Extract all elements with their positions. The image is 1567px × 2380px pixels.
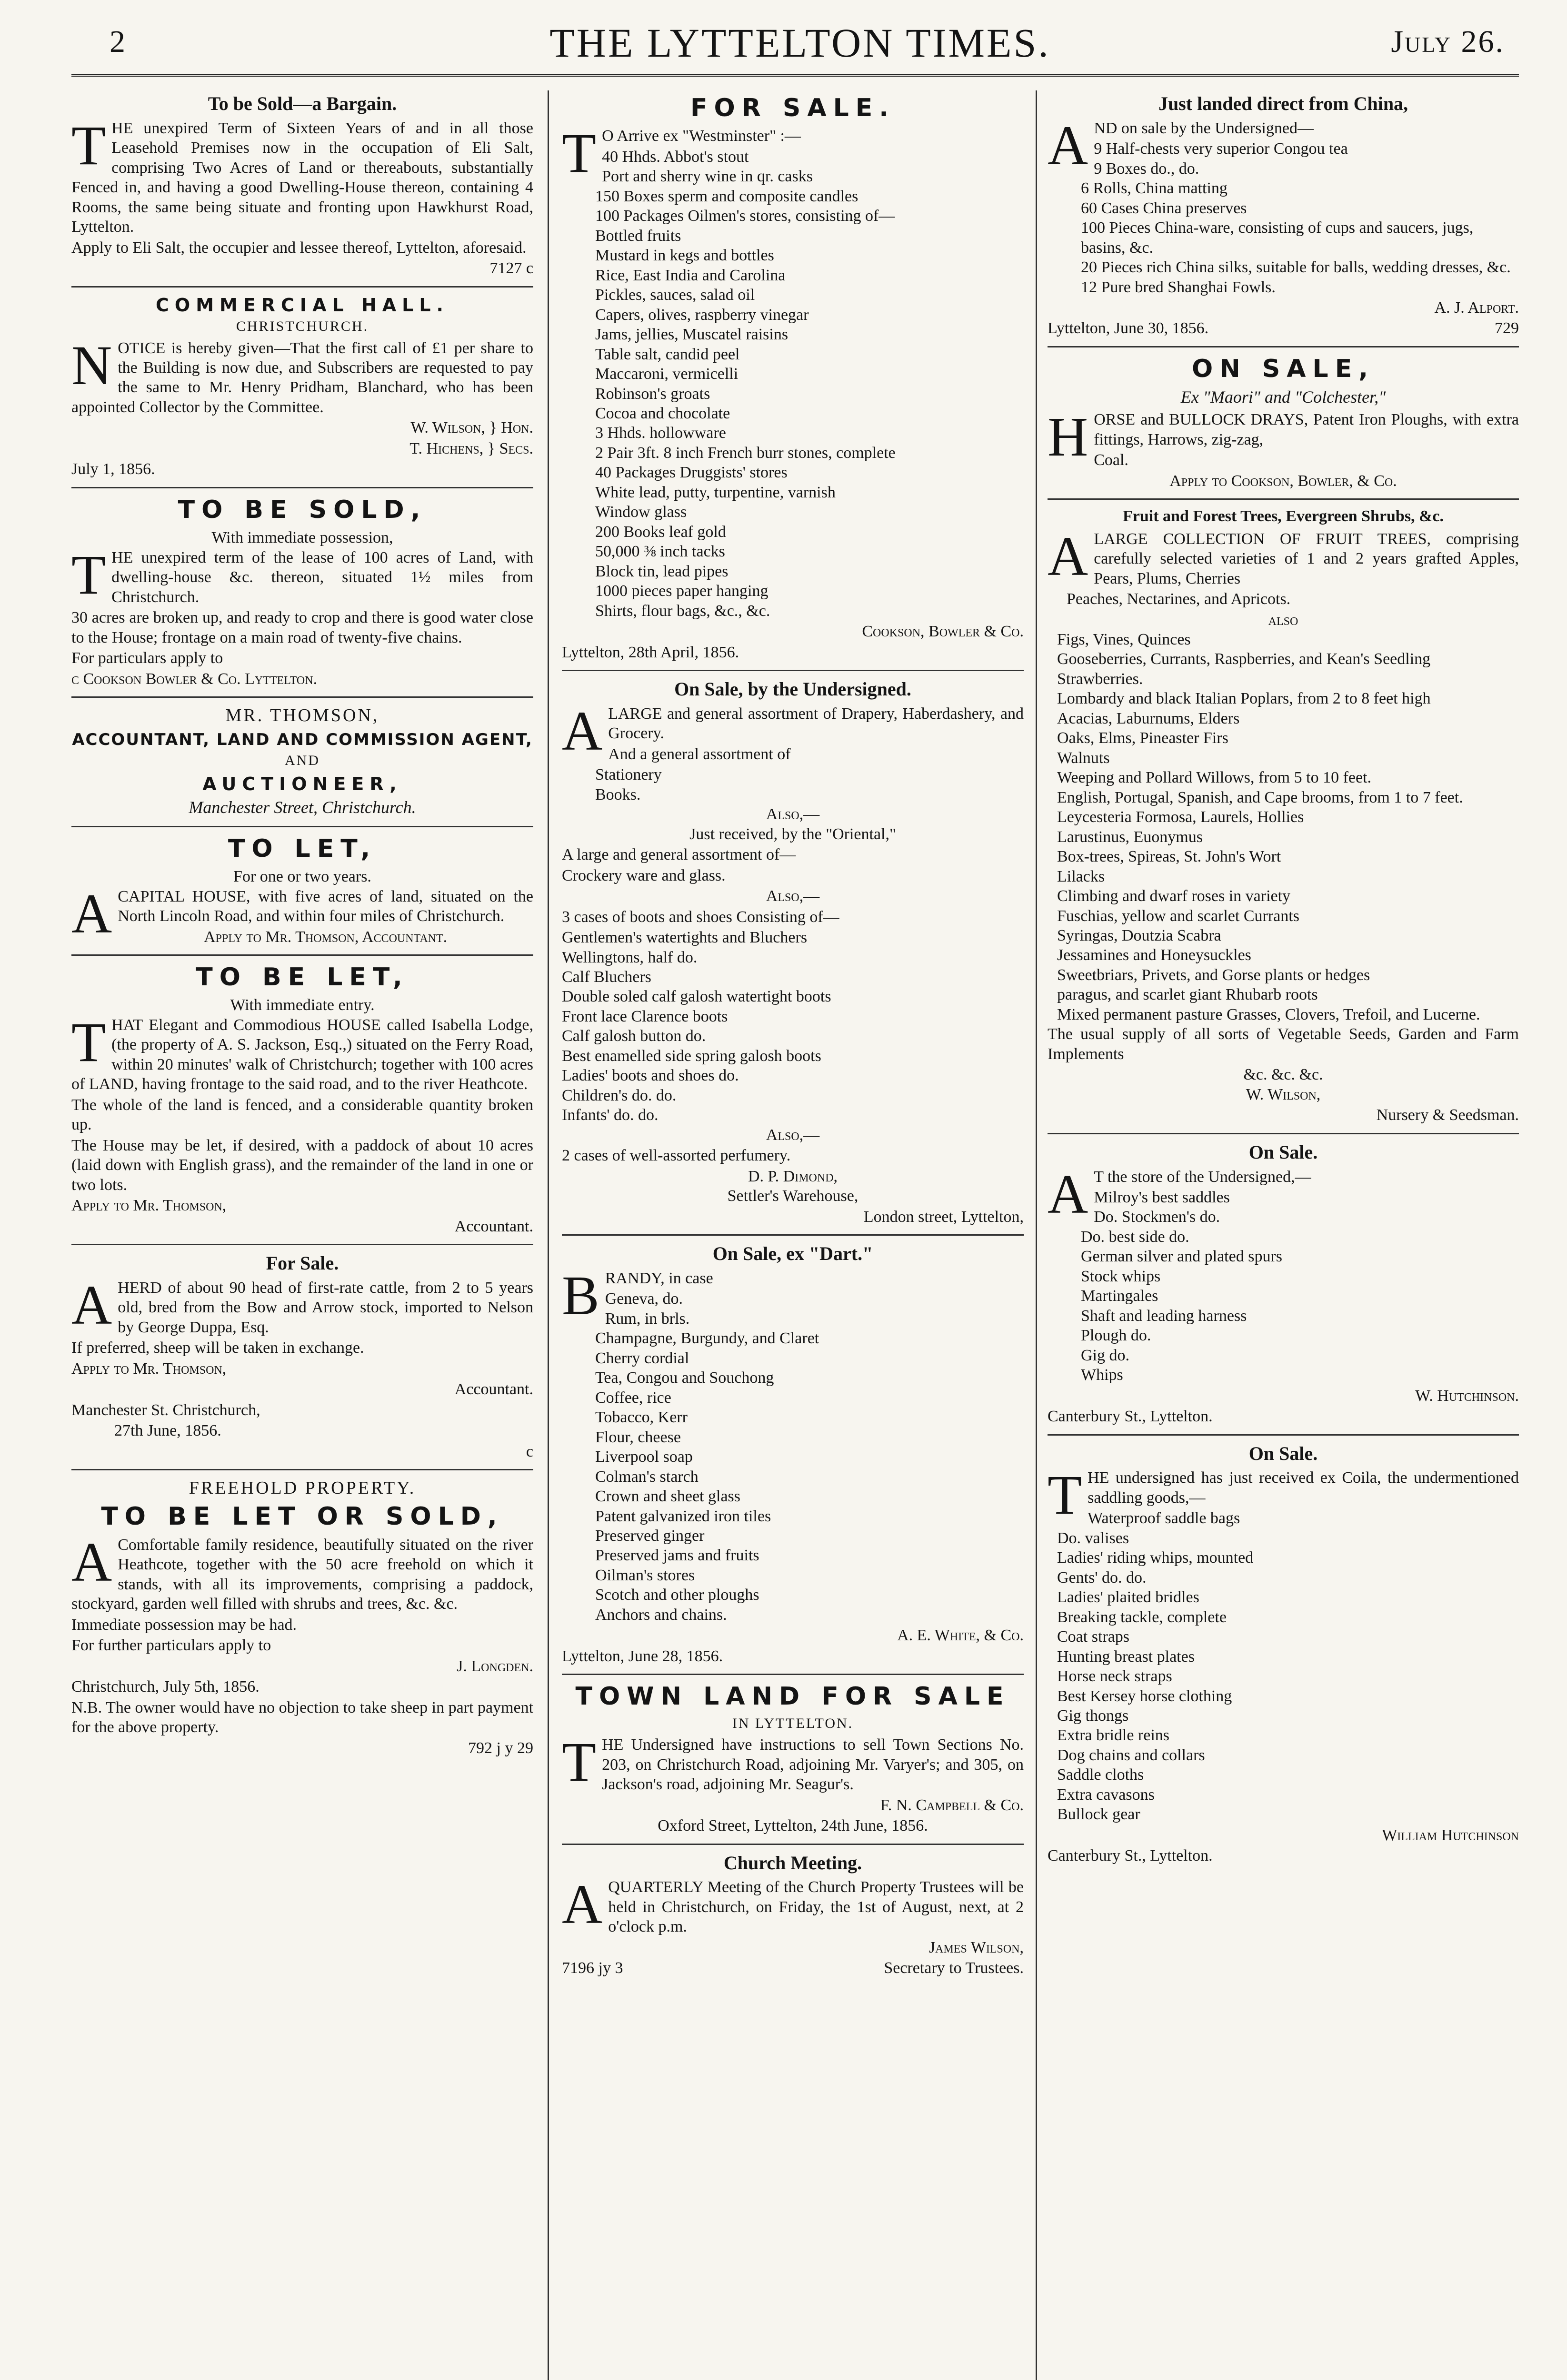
signature: Accountant. — [454, 1217, 533, 1235]
list-item: Coat straps — [1057, 1628, 1130, 1646]
separator — [1048, 498, 1519, 500]
ad-kicker: FREEHOLD PROPERTY. — [189, 1478, 416, 1498]
ad-heading: For Sale. — [266, 1252, 339, 1274]
list-item: Double soled calf galosh watertight boots — [562, 988, 831, 1006]
goods-list — [1048, 630, 1519, 1024]
signature: Cookson, Bowler & Co. — [862, 623, 1024, 641]
goods-list — [1048, 1188, 1519, 1385]
list-item: Do. Stockmen's do. — [1094, 1208, 1220, 1226]
ad-heading: TO BE LET OR SOLD, — [101, 1502, 504, 1531]
list-item: Books. — [595, 785, 641, 803]
separator — [1048, 1434, 1519, 1436]
drop-cap: A — [1048, 525, 1088, 587]
list-item: Flour, cheese — [595, 1428, 681, 1446]
ad-apply: Apply to Mr. Thomson, — [71, 1359, 227, 1378]
list-item: paragus, and scarlet giant Rhubarb roots — [1057, 986, 1318, 1004]
list-item: Gooseberries, Currants, Raspberries, and Kean's Seedling Strawberries. — [1057, 650, 1431, 688]
list-item: English, Portugal, Spanish, and Cape brooms, from 1 to 7 feet. — [1057, 788, 1463, 806]
goods-list — [562, 928, 1024, 1125]
list-item: 50,000 ⅜ inch tacks — [595, 543, 725, 561]
drop-cap: N — [71, 334, 112, 397]
drop-cap: A — [71, 1530, 112, 1593]
also-label: Also,— — [766, 887, 820, 905]
ad-heading: AUCTIONEER, — [202, 774, 402, 795]
list-item: Whips — [1081, 1366, 1123, 1384]
goods-list — [562, 765, 1024, 804]
list-item: Window glass — [595, 503, 687, 521]
ad-freehold — [71, 1477, 533, 1758]
list-item: Shirts, flour bags, &c., &c. — [595, 602, 770, 620]
list-item: 40 Hhds. Abbot's stout — [602, 148, 749, 166]
ad-heading: TO LET, — [228, 834, 377, 863]
signature: D. P. Dimond, — [748, 1167, 838, 1185]
list-item: Ladies' riding whips, mounted — [1057, 1549, 1254, 1567]
signature: A. E. White, & Co. — [897, 1626, 1024, 1645]
list-item: 60 Cases China preserves — [1081, 199, 1247, 217]
ad-body: THE Undersigned have instructions to sell Town Sections No. 203, on Christchurch Road, adjoining Mr. Varyer's; and 305, on Jackson's road, adjoining Mr. Seagur's. — [562, 1731, 1024, 1794]
ad-body: 3 cases of boots and shoes Consisting of— — [562, 908, 839, 926]
ad-address: Manchester St. Christchurch, — [71, 1401, 260, 1419]
ad-apply: Apply to Mr. Thomson, — [71, 1197, 227, 1215]
ad-name: MR. THOMSON, — [225, 705, 379, 725]
list-item: 40 Packages Druggists' stores — [595, 464, 788, 482]
drop-cap: T — [71, 114, 106, 177]
list-item: Stationery — [595, 766, 662, 784]
drop-cap: A — [71, 1273, 112, 1336]
ad-commercial-hall — [71, 294, 533, 479]
ad-body: Peaches, Nectarines, and Apricots. — [1067, 590, 1291, 608]
ad-body: And a general assortment of — [608, 745, 791, 763]
signature: A. J. Alport. — [1434, 299, 1519, 317]
goods-list — [562, 1289, 1024, 1625]
masthead-rule — [71, 74, 1519, 77]
signature: James Wilson, — [928, 1938, 1024, 1956]
drop-cap: A — [71, 882, 112, 945]
signature: Secretary to Trustees. — [884, 1959, 1024, 1977]
ad-mr-thomson — [71, 704, 533, 818]
list-item: Front lace Clarence boots — [562, 1007, 728, 1025]
ad-body: 30 acres are broken up, and ready to crop and there is good water close to the House; frontage on a main road of twenty-five chains. — [71, 609, 533, 646]
ad-body: NOTICE is hereby given—That the first call of £1 per share to the Building is now due, and Subscribers are requested to pay the same to Mr. Henry Pridham, Blanchard, who has been appointed Collector by the Committee. — [71, 334, 533, 416]
ad-to-be-let — [71, 962, 533, 1236]
ad-body: THE unexpired Term of Sixteen Years of and in all those Leasehold Premises now in the occupation of Eli Salt, comprising Two Acres of Land or thereabouts, substantially Fenced in, and having a good Dwelling-House thereon, containing 4 Rooms, the same being situate and fronting upon Hawkhurst Road, Lyttelton. — [71, 114, 533, 236]
list-item: Crown and sheet glass — [595, 1488, 741, 1506]
separator — [562, 1844, 1024, 1845]
list-item: Preserved jams and fruits — [595, 1547, 759, 1565]
drop-cap: T — [562, 1731, 597, 1794]
ad-heading: On Sale. — [1248, 1442, 1318, 1464]
list-item: Jessamines and Honeysuckles — [1057, 946, 1251, 964]
ad-heading: TO BE SOLD, — [178, 495, 427, 524]
list-item: Bullock gear — [1057, 1805, 1140, 1824]
ad-for-sale-westminster — [562, 93, 1024, 662]
signature: W. Hutchinson. — [1415, 1387, 1519, 1405]
ad-to-be-sold — [71, 495, 533, 689]
list-item: Do. valises — [1057, 1529, 1129, 1547]
issue-date: July 26. — [1391, 24, 1505, 59]
ad-heading: Just landed direct from China, — [1158, 93, 1408, 114]
list-item: Gig do. — [1081, 1346, 1129, 1364]
list-item: Ladies' boots and shoes do. — [562, 1067, 739, 1085]
list-item: Gentlemen's watertights and Bluchers — [562, 929, 808, 947]
ad-heading: To be Sold—a Bargain. — [208, 93, 397, 114]
column-2 — [562, 90, 1024, 2380]
list-item: Cherry cordial — [595, 1349, 689, 1367]
ad-body: &c. &c. &c. — [1243, 1066, 1323, 1084]
ad-body: For further particulars apply to — [71, 1636, 271, 1655]
list-item: Milroy's best saddles — [1094, 1188, 1230, 1206]
list-item: 20 Pieces rich China silks, suitable for balls, wedding dresses, &c. — [1081, 258, 1511, 277]
separator — [71, 286, 533, 288]
ad-body: ALARGE and general assortment of Drapery, Haberdashery, and Grocery. — [562, 699, 1024, 762]
signature: W. Wilson, — [1246, 1085, 1321, 1103]
list-item: Stock whips — [1081, 1267, 1161, 1285]
list-item: Oilman's stores — [595, 1566, 695, 1584]
list-item: Dog chains and collars — [1057, 1746, 1205, 1764]
signature: Nursery & Seedsman. — [1376, 1106, 1519, 1124]
list-item: Patent galvanized iron tiles — [595, 1507, 771, 1525]
list-item: Do. best side do. — [1081, 1228, 1189, 1246]
ad-subheading: With immediate entry. — [230, 996, 375, 1014]
ad-to-let — [71, 834, 533, 947]
list-item: 1000 pieces paper hanging — [595, 582, 769, 600]
list-item: Figs, Vines, Quinces — [1057, 630, 1191, 648]
list-item: Sweetbriars, Privets, and Gorse plants or hedges — [1057, 966, 1370, 984]
list-item: Best Kersey horse clothing — [1057, 1687, 1232, 1705]
ad-body: ACAPITAL HOUSE, with five acres of land, situated on the North Lincoln Road, and within four miles of Christchurch. — [71, 882, 533, 945]
ad-body: HORSE and BULLOCK DRAYS, Patent Iron Ploughs, with extra fittings, Harrows, zig-zag, — [1048, 406, 1519, 468]
signature: Settler's Warehouse, — [727, 1187, 858, 1205]
also-label: Also,— — [766, 1126, 820, 1144]
list-item: Hunting breast plates — [1057, 1647, 1195, 1666]
drop-cap: A — [1048, 1162, 1088, 1225]
ad-heading: On Sale, by the Undersigned. — [674, 678, 911, 700]
ad-date: Lyttelton, June 28, 1856. — [562, 1647, 723, 1665]
list-item: Table salt, candid peel — [595, 345, 740, 363]
list-item: Gig thongs — [1057, 1707, 1129, 1725]
drop-cap: T — [71, 543, 106, 606]
drop-cap: A — [562, 699, 603, 762]
also-label: Also,— — [766, 805, 820, 823]
ad-dart — [562, 1242, 1024, 1666]
column-3 — [1048, 90, 1519, 2380]
list-item: Ladies' plaited bridles — [1057, 1588, 1199, 1606]
ad-ref: 7127 c — [489, 259, 533, 278]
page-number: 2 — [110, 24, 125, 59]
ad-heading: FOR SALE. — [690, 94, 895, 122]
ad-body: The usual supply of all sorts of Vegetable Seeds, Garden and Farm Implements — [1048, 1025, 1519, 1063]
ad-heading: Church Meeting. — [723, 1852, 862, 1874]
list-item: Coffee, rice — [595, 1388, 671, 1407]
ad-heading: On Sale. — [1248, 1141, 1318, 1163]
list-item: Acacias, Laburnums, Elders — [1057, 709, 1240, 727]
list-item: Cocoa and chocolate — [595, 405, 730, 422]
ad-apply: Apply to Cookson, Bowler, & Co. — [1169, 472, 1397, 490]
ad-apply: Apply to Eli Salt, the occupier and lessee thereof, Lyttelton, aforesaid. — [71, 238, 527, 257]
ad-body: The House may be let, if desired, with a paddock of about 10 acres (laid down with English grass), and the remainder of the land in one or two lots. — [71, 1136, 533, 1194]
ad-body: Coal. — [1094, 451, 1128, 469]
signature: T. Hichens, } Secs. — [409, 439, 533, 457]
separator — [71, 1244, 533, 1245]
separator — [1048, 346, 1519, 347]
list-item: Bottled fruits — [595, 227, 681, 245]
drop-cap: A — [562, 1873, 603, 1936]
ad-apply: Apply to Mr. Thomson, Accountant. — [204, 928, 448, 946]
column-divider — [1036, 90, 1037, 2380]
list-item: Block tin, lead pipes — [595, 562, 729, 580]
goods-list — [1048, 1508, 1519, 1825]
ad-heading: On Sale, ex "Dart." — [712, 1243, 873, 1265]
drop-cap: H — [1048, 406, 1088, 468]
list-item: 12 Pure bred Shanghai Fowls. — [1081, 278, 1276, 296]
list-item: 6 Rolls, China matting — [1081, 179, 1228, 198]
list-item: Maccaroni, vermicelli — [595, 365, 739, 383]
ad-body: A large and general assortment of— — [562, 846, 796, 864]
list-item: 100 Pieces China-ware, consisting of cups and saucers, jugs, basins, &c. — [1081, 219, 1474, 257]
separator — [71, 1469, 533, 1470]
list-item: Gents' do. do. — [1057, 1568, 1147, 1587]
list-item: German silver and plated spurs — [1081, 1248, 1282, 1266]
list-item: 200 Books leaf gold — [595, 523, 726, 541]
ad-heading: TO BE LET, — [196, 962, 409, 992]
separator — [562, 670, 1024, 671]
ad-date: Lyttelton, 28th April, 1856. — [562, 643, 739, 661]
goods-list — [562, 147, 1024, 621]
ad-bargain — [71, 92, 533, 278]
ad-fruit-trees — [1048, 506, 1519, 1125]
list-item: Liverpool soap — [595, 1448, 693, 1466]
list-item: Martingales — [1081, 1287, 1158, 1305]
list-item: Geneva, do. — [605, 1290, 683, 1308]
ad-date: Lyttelton, June 30, 1856. — [1048, 319, 1209, 337]
ad-date: 27th June, 1856. — [114, 1422, 221, 1440]
list-item: Tobacco, Kerr — [595, 1408, 688, 1427]
list-item: Calf Bluchers — [562, 968, 651, 986]
list-item: 9 Half-chests very superior Congou tea — [1094, 140, 1348, 158]
ad-church-meeting — [562, 1852, 1024, 1978]
list-item: Horse neck straps — [1057, 1667, 1172, 1686]
ad-intro: A T the store of the Undersigned,— — [1048, 1162, 1311, 1225]
drop-cap: T — [1048, 1464, 1082, 1527]
ad-body: The whole of the land is fenced, and a considerable quantity broken up. — [71, 1096, 533, 1134]
ad-subheading: CHRISTCHURCH. — [236, 318, 369, 334]
list-item: Jams, jellies, Muscatel raisins — [595, 326, 788, 344]
ad-body: If preferred, sheep will be taken in exchange. — [71, 1339, 364, 1357]
list-item: Colman's starch — [595, 1468, 699, 1486]
ad-date: Christchurch, July 5th, 1856. — [71, 1678, 260, 1696]
list-item: Extra cavasons — [1057, 1785, 1155, 1804]
ad-saddles — [1048, 1141, 1519, 1427]
goods-list — [1048, 139, 1519, 297]
list-item: Tea, Congou and Souchong — [595, 1369, 774, 1387]
list-item: Larustinus, Euonymus — [1057, 828, 1203, 846]
ad-ref: 792 j y 29 — [468, 1739, 533, 1757]
list-item: Plough do. — [1081, 1327, 1151, 1345]
list-item: Mustard in kegs and bottles — [595, 247, 774, 265]
signature: F. N. Campbell & Co. — [880, 1796, 1024, 1814]
ad-intro: AND on sale by the Undersigned— — [1048, 114, 1314, 177]
list-item: Pickles, sauces, salad oil — [595, 286, 755, 304]
ad-body: AQUARTERLY Meeting of the Church Property Trustees will be held in Christchurch, on Friday, the 1st of August, next, at 2 o'clock p.m. — [562, 1873, 1024, 1936]
ad-body: Immediate possession may be had. — [71, 1616, 297, 1634]
separator — [71, 954, 533, 956]
ad-subheading: With immediate possession, — [211, 529, 393, 547]
list-item: Calf galosh button do. — [562, 1027, 706, 1045]
ad-ref: 729 — [1495, 319, 1519, 337]
list-item: Best enamelled side spring galosh boots — [562, 1047, 821, 1065]
ad-heading: TOWN LAND FOR SALE — [575, 1682, 1010, 1711]
ad-body: 2 cases of well-assorted perfumery. — [562, 1147, 791, 1165]
ad-for-sale-cattle — [71, 1252, 533, 1461]
list-item: Robinson's groats — [595, 385, 710, 403]
ad-body: A Comfortable family residence, beautifully situated on the river Heathcote, together with the 50 acre freehold on which it stands, with all its improvements, comprising a paddock, stockyard, garden well filled with shrubs and trees, &c. &c. — [71, 1530, 533, 1613]
list-item: 2 Pair 3ft. 8 inch French burr stones, complete — [595, 444, 896, 462]
list-item: Wellingtons, half do. — [562, 948, 698, 966]
ad-body: Just received, by the "Oriental," — [689, 825, 896, 843]
drop-cap: T — [562, 122, 597, 185]
ad-heading: COMMERCIAL HALL. — [156, 294, 449, 316]
column-1 — [71, 90, 533, 2380]
list-item: 100 Packages Oilmen's stores, consisting of— — [595, 207, 895, 225]
list-item: Shaft and leading harness — [1081, 1307, 1247, 1325]
list-item: White lead, putty, turpentine, varnish — [595, 483, 836, 501]
list-item: Preserved ginger — [595, 1527, 705, 1545]
ad-china — [1048, 92, 1519, 338]
ad-address: Manchester Street, Christchurch. — [189, 797, 416, 817]
signature: c Cookson Bowler & Co. Lyttelton. — [71, 670, 318, 688]
ad-body: THE unexpired term of the lease of 100 acres of Land, with dwelling-house &c. thereon, situated 1½ miles from Christchurch. — [71, 543, 533, 606]
list-item: Climbing and dwarf roses in variety — [1057, 887, 1291, 905]
signature: J. Longden. — [457, 1657, 533, 1675]
list-item: 3 Hhds. hollowware — [595, 424, 726, 442]
ad-footer — [562, 1958, 1024, 1978]
ad-address: Canterbury St., Lyttelton. — [1048, 1408, 1213, 1426]
separator — [71, 826, 533, 827]
list-item: Rice, East India and Carolina — [595, 266, 786, 284]
drop-cap: B — [562, 1264, 599, 1327]
also-label: also — [1268, 611, 1298, 629]
ad-intro: T O Arrive ex "Westminster" :— — [562, 122, 801, 185]
ad-intro: BRANDY, in case — [562, 1264, 713, 1327]
ad-subheading: For one or two years. — [233, 868, 371, 886]
list-item: Infants' do. do. — [562, 1106, 659, 1124]
separator — [71, 696, 533, 698]
list-item: Walnuts — [1057, 749, 1110, 767]
newspaper-title: THE LYTTELTON TIMES. — [549, 20, 1050, 66]
list-item: Oaks, Elms, Pineaster Firs — [1057, 729, 1228, 747]
ad-heading: Fruit and Forest Trees, Evergreen Shrubs, &c. — [1123, 507, 1444, 526]
list-item: Breaking tackle, complete — [1057, 1608, 1227, 1626]
ad-body: ALARGE COLLECTION OF FRUIT TREES, comprising carefully selected varieties of 1 and 2 years grafted Apples, Pears, Plums, Cherries — [1048, 525, 1519, 587]
ad-body: THAT Elegant and Commodious HOUSE called Isabella Lodge, (the property of A. S. Jackson, Esq.,) situated on the Ferry Road, within 20 minutes' walk of Christchurch; together with 100 acres of LAND, having frontage to the said road, and to the river Heathcote. — [71, 1011, 533, 1093]
ad-address: Canterbury St., Lyttelton. — [1048, 1847, 1213, 1865]
ad-date: Oxford Street, Lyttelton, 24th June, 1856. — [658, 1817, 928, 1835]
list-item: Capers, olives, raspberry vinegar — [595, 306, 809, 324]
list-item: Scotch and other ploughs — [595, 1586, 759, 1604]
ad-ref: c — [526, 1442, 533, 1460]
separator — [562, 1234, 1024, 1236]
signature: Accountant. — [454, 1380, 533, 1398]
ad-heading: ACCOUNTANT, LAND AND COMMISSION AGENT, — [72, 730, 533, 750]
list-item: Lombardy and black Italian Poplars, from 2 to 8 feet high — [1057, 690, 1431, 708]
signature: William Hutchinson — [1382, 1826, 1519, 1844]
drop-cap: T — [71, 1011, 106, 1073]
list-item: Weeping and Pollard Willows, from 5 to 10 feet. — [1057, 769, 1372, 787]
list-item: 150 Boxes sperm and composite candles — [595, 187, 858, 205]
ad-town-land — [562, 1682, 1024, 1835]
ad-saddling-goods — [1048, 1442, 1519, 1866]
separator — [71, 487, 533, 488]
list-item: Leycesteria Formosa, Laurels, Hollies — [1057, 808, 1304, 826]
ad-subheading: IN LYTTELTON. — [732, 1715, 854, 1731]
ad-dimond — [562, 678, 1024, 1227]
list-item: Mixed permanent pasture Grasses, Clovers, Trefoil, and Lucerne. — [1057, 1005, 1480, 1023]
list-item: Anchors and chains. — [595, 1606, 727, 1624]
separator — [1048, 1133, 1519, 1134]
column-divider — [548, 90, 549, 2380]
list-item: Box-trees, Spireas, St. John's Wort — [1057, 848, 1281, 866]
list-item: Children's do. do. — [562, 1086, 677, 1104]
ad-body: AHERD of about 90 head of first-rate cattle, from 2 to 5 years old, bred from the Bow and Arrow stock, imported to Nelson by George Duppa, Esq. — [71, 1273, 533, 1336]
list-item: Extra bridle reins — [1057, 1726, 1170, 1745]
list-item: Waterproof saddle bags — [1088, 1509, 1240, 1527]
list-item: Rum, in brls. — [605, 1309, 690, 1328]
ad-subheading: AND — [285, 752, 320, 768]
ad-note: N.B. The owner would have no objection to take sheep in part payment for the above property. — [71, 1698, 533, 1736]
list-item: Champagne, Burgundy, and Claret — [595, 1329, 819, 1348]
ad-footer — [1048, 318, 1519, 338]
list-item: Saddle cloths — [1057, 1766, 1144, 1784]
separator — [562, 1674, 1024, 1675]
drop-cap: A — [1048, 114, 1088, 177]
list-item: Lilacks — [1057, 867, 1105, 885]
ad-body: Crockery ware and glass. — [562, 866, 726, 884]
ad-ref: 7196 jy 3 — [562, 1959, 623, 1977]
ad-date: July 1, 1856. — [71, 460, 155, 478]
list-item: 9 Boxes do., do. — [1094, 159, 1199, 178]
ad-intro: THE undersigned has just received ex Coila, the undermentioned saddling goods,— — [1048, 1464, 1519, 1527]
masthead — [95, 19, 1505, 71]
ad-drays — [1048, 354, 1519, 491]
list-item: Fuschias, yellow and scarlet Currants — [1057, 907, 1299, 925]
list-item: Syringas, Doutzia Scabra — [1057, 927, 1221, 945]
signature: W. Wilson, } Hon. — [410, 419, 533, 437]
ad-apply: For particulars apply to — [71, 649, 223, 667]
ad-heading: ON SALE, — [1192, 354, 1375, 383]
list-item: Port and sherry wine in qr. casks — [602, 168, 813, 186]
ad-subheading: Ex "Maori" and "Colchester," — [1180, 387, 1386, 407]
signature: London street, Lyttelton, — [863, 1208, 1024, 1226]
